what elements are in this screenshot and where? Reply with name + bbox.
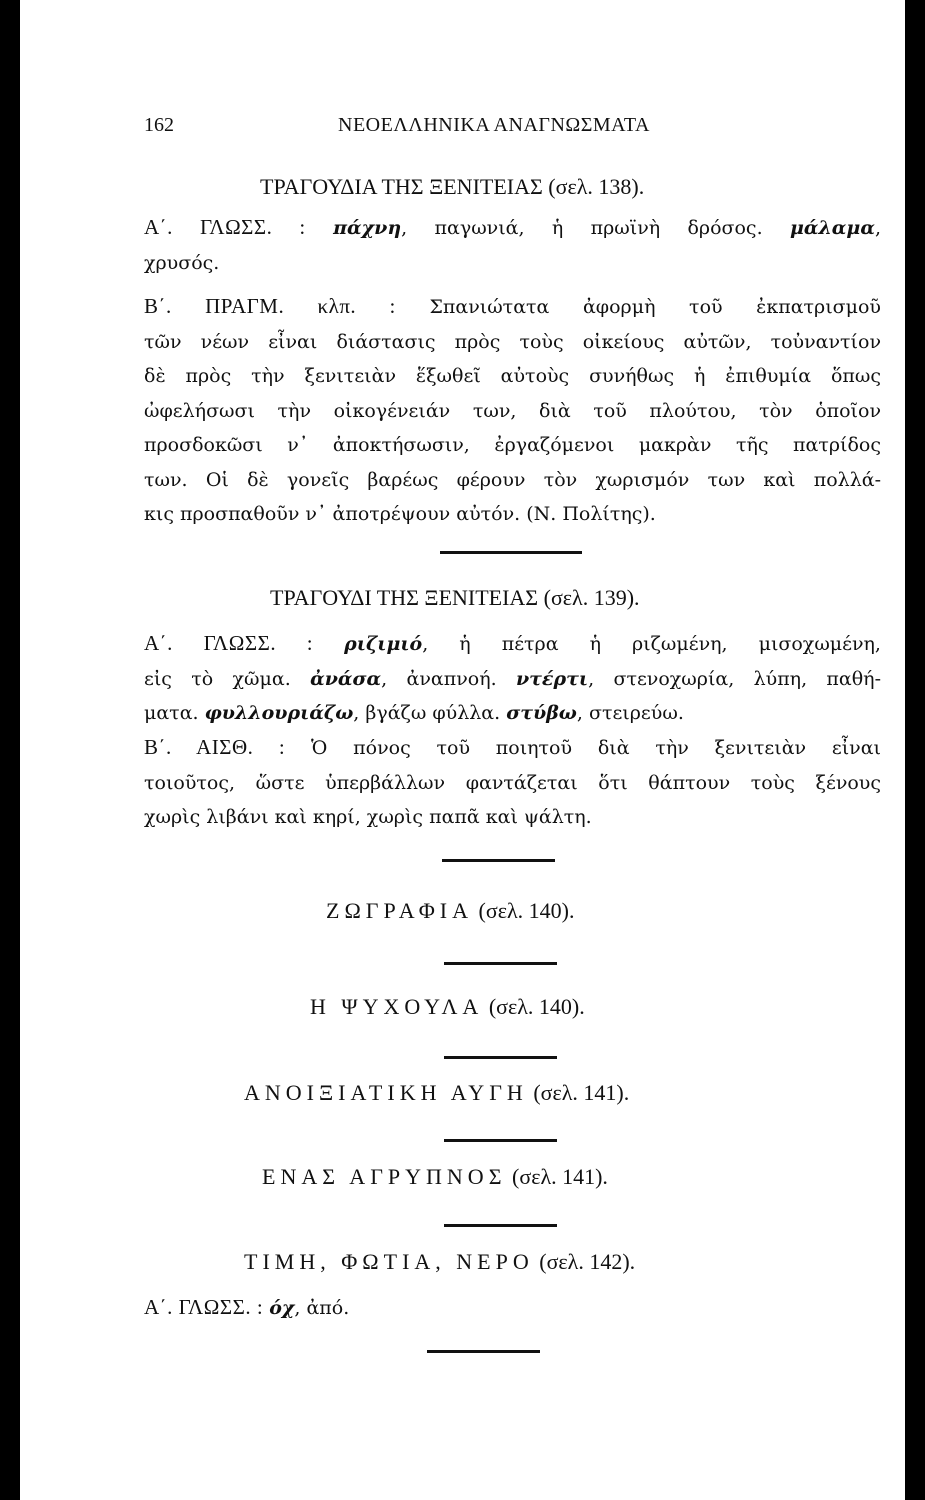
page-number: 162 xyxy=(144,114,174,136)
text-line: τῶν νέων εἶναι διάστασις πρὸς τοὺς οἰκείους αὐτῶν, τοὐναντίον xyxy=(144,330,881,353)
text-line: τοιοῦτος, ὥστε ὑπερβάλλων φαντάζεται ὅτι θάπτουν τοὺς ξένους xyxy=(144,771,881,794)
running-title: ΝΕΟΕΛΛΗΝΙΚΑ ΑΝΑΓΝΩΣΜΑΤΑ xyxy=(338,114,650,136)
page-reference: (σελ. 141). xyxy=(512,1164,608,1189)
section2-glossary xyxy=(144,626,881,731)
page-reference: (σελ. 138). xyxy=(548,174,645,199)
glossary-label: Α΄. ΓΛΩΣΣ. : xyxy=(144,215,306,239)
section-title: ΤΙΜΗ, ΦΩΤΙΑ, ΝΕΡΟ xyxy=(244,1249,534,1274)
section1-glossary xyxy=(144,210,881,280)
scan-border-left xyxy=(0,0,20,1500)
section-divider xyxy=(427,1350,540,1353)
note-text: Σπανιώτατα ἀφορμὴ τοῦ ἐκπατρισμοῦ xyxy=(429,296,881,318)
glossary-definition: , ἡ πέτρα ἡ ριζωμένη, μισοχωμένη, xyxy=(422,633,881,655)
page-reference: (σελ. 141). xyxy=(533,1080,630,1105)
glossary-definition: , παγωνιά, ἡ πρωϊνὴ δρόσος. xyxy=(401,217,763,239)
note-text: Ὁ πόνος τοῦ ποιητοῦ διὰ τὴν ξενιτειὰν εἶναι xyxy=(311,737,881,759)
section-title: ΑΝΟΙΞΙΑΤΙΚΗ ΑΥΓΗ xyxy=(244,1080,528,1105)
text-line xyxy=(144,289,881,325)
glossary-definition: εἰς τὸ χῶμα. xyxy=(144,667,291,690)
glossary-term: φυλλουριάζω xyxy=(204,702,354,724)
section-divider xyxy=(444,1224,557,1227)
note-label: Β΄. ΑΙΣΘ. : xyxy=(144,735,286,759)
text-line xyxy=(144,1290,881,1326)
section-heading-5 xyxy=(244,1080,629,1106)
section-title: ΤΡΑΓΟΥΔΙΑ ΤΗΣ ΞΕΝΙΤΕΙΑΣ xyxy=(260,174,543,199)
section-title: Η ΨΥΧΟΥΛΑ xyxy=(310,994,484,1019)
glossary-label: Α΄. ΓΛΩΣΣ. : xyxy=(144,631,314,655)
section-heading-6 xyxy=(262,1164,608,1190)
glossary-definition: , στενοχωρία, λύπη, παθή- xyxy=(588,667,881,690)
page-reference: (σελ. 139). xyxy=(543,585,640,610)
section-divider xyxy=(444,1056,557,1059)
page-header xyxy=(144,106,881,146)
section-heading-1 xyxy=(260,174,644,200)
text-line xyxy=(144,696,881,731)
glossary-term: στύβω xyxy=(506,702,577,724)
glossary-term: πάχνη xyxy=(333,217,402,239)
section-divider xyxy=(444,1139,557,1142)
page-reference: (σελ. 142). xyxy=(539,1249,636,1274)
section-title: ΤΡΑΓΟΥΔΙ ΤΗΣ ΞΕΝΙΤΕΙΑΣ xyxy=(270,585,539,610)
glossary-definition: , βγάζω φύλλα. xyxy=(353,702,501,724)
section-heading-3 xyxy=(326,898,574,924)
section-heading-4 xyxy=(310,994,585,1020)
glossary-term: ριζιμιό xyxy=(344,633,423,655)
glossary-term: ἀνάσα xyxy=(310,667,382,690)
section-divider xyxy=(444,962,557,965)
text-line: των. Οἱ δὲ γονεῖς βαρέως φέρουν τὸν χωρισμόν των καὶ πολλά- xyxy=(144,468,881,491)
page-reference: (σελ. 140). xyxy=(478,898,575,923)
section7-glossary xyxy=(144,1290,881,1326)
text-line: δὲ πρὸς τὴν ξενιτειὰν ἕξωθεῖ αὐτοὺς συνήθως ἡ ἐπιθυμία ὅπως xyxy=(144,365,881,387)
section2-aesthetic xyxy=(144,730,881,835)
section1-background xyxy=(144,289,881,532)
section-title: ΖΩΓΡΑΦΙΑ xyxy=(326,898,474,923)
section-heading-7 xyxy=(244,1249,635,1275)
glossary-term: όχ xyxy=(269,1297,295,1319)
text-line: χωρὶς λιβάνι καὶ κηρί, χωρὶς παπᾶ καὶ ψάλτη. xyxy=(144,806,592,828)
page-reference: (σελ. 140). xyxy=(488,994,585,1019)
scan-border-right xyxy=(905,0,925,1500)
glossary-term: ντέρτι xyxy=(515,667,589,690)
glossary-label: Α΄. ΓΛΩΣΣ. : xyxy=(144,1295,264,1319)
section-divider xyxy=(440,551,582,554)
glossary-definition: , xyxy=(874,217,881,239)
text-line xyxy=(144,730,881,766)
glossary-definition: , ἀναπνοή. xyxy=(381,667,497,690)
section-divider xyxy=(442,859,555,862)
glossary-definition: ματα. xyxy=(144,702,199,724)
section-heading-2 xyxy=(270,585,640,611)
text-line xyxy=(144,662,881,697)
text-line: προσδοκῶσι ν᾽ ἀποκτήσωσιν, ἐργαζόμενοι μακρὰν τῆς πατρίδος xyxy=(144,434,881,456)
text-line xyxy=(144,626,881,662)
note-label: Β΄. ΠΡΑΓΜ. κλπ. : xyxy=(144,294,396,318)
glossary-definition: , στειρεύω. xyxy=(576,702,684,724)
text-line: ὠφελήσωσι τὴν οἰκογένειάν των, διὰ τοῦ πλούτου, τὸν ὁποῖον xyxy=(144,399,881,422)
section-title: ΕΝΑΣ ΑΓΡΥΠΝΟΣ xyxy=(262,1164,507,1189)
text-line: χρυσός. xyxy=(144,251,220,274)
text-line: κις προσπαθοῦν ν᾽ ἀποτρέψουν αὐτόν. (Ν. Πολίτης). xyxy=(144,503,656,525)
glossary-definition: , ἀπό. xyxy=(294,1297,350,1319)
glossary-term: μάλαμα xyxy=(789,217,875,239)
text-line xyxy=(144,210,881,246)
